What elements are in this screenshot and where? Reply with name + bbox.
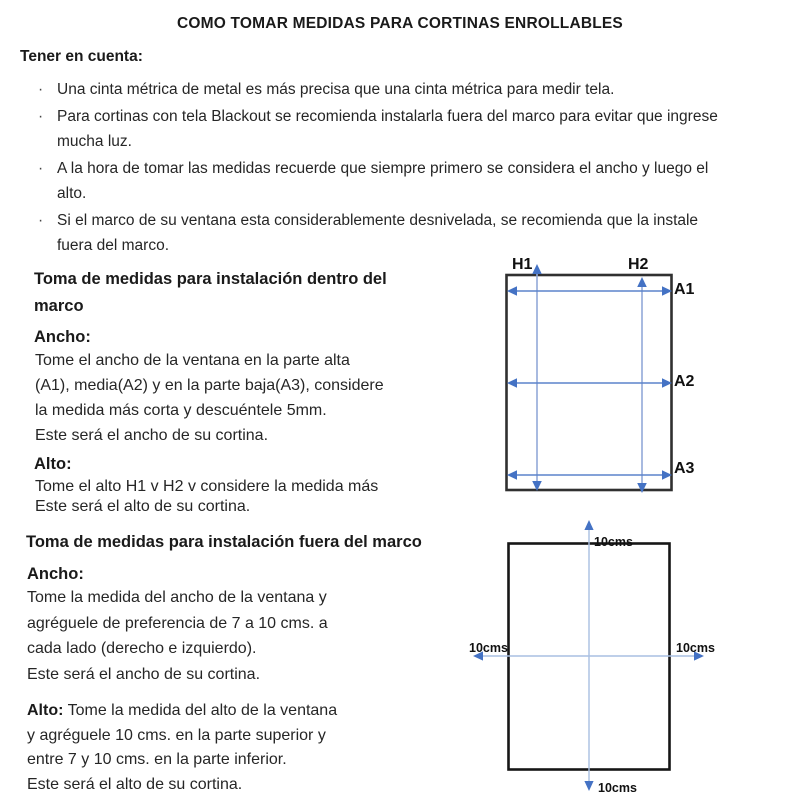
paragraph-line: cada lado (derecho e izquierdo).: [27, 640, 257, 657]
heading-line: Toma de medidas para instalación fuera del marco: [26, 533, 422, 551]
paragraph-line: (A1), media(A2) y en la parte baja(A3), considere: [35, 377, 384, 394]
paragraph-line: Tome el ancho de la ventana en la parte alta: [35, 352, 350, 369]
inside-frame-diagram: [490, 248, 710, 500]
h1-label: H1: [512, 256, 533, 273]
bullet-icon: ·: [38, 160, 44, 177]
paragraph-line: Tome la medida del ancho de la ventana y: [27, 589, 327, 606]
paragraph-line: Este será el ancho de su cortina.: [35, 427, 269, 444]
heading-line: Toma de medidas para instalación dentro del: [34, 270, 387, 288]
left-margin-label: 10cms: [469, 641, 508, 655]
note-line: Si el marco de su ventana esta considerablemente desnivelada, se recomienda que la instale: [57, 212, 699, 229]
outside-frame-diagram: [455, 510, 720, 800]
note-line: mucha luz.: [57, 133, 132, 150]
h2-label: H2: [628, 256, 649, 273]
paragraph-line-text: Tome la medida del alto de la ventana: [67, 702, 338, 719]
paragraph-line: Tome el alto H1 v H2 v considere la medida más: [35, 478, 379, 495]
bullet-icon: ·: [38, 108, 44, 125]
paragraph-line: agréguele de preferencia de 7 a 10 cms. a: [27, 614, 328, 632]
a2-label: A2: [674, 373, 695, 390]
page-title: COMO TOMAR MEDIDAS PARA CORTINAS ENROLLABLES: [177, 15, 623, 32]
notes-list: [38, 77, 800, 258]
heading-line: marco: [34, 297, 84, 315]
note-item: [38, 104, 800, 154]
bullet-icon: ·: [38, 212, 44, 229]
note-item: [38, 156, 800, 206]
paragraph-line: Este será el alto de su cortina.: [27, 775, 243, 793]
inside-height-label: Alto:: [34, 455, 72, 473]
bottom-margin-label: 10cms: [598, 781, 637, 795]
right-margin-label: 10cms: [676, 641, 715, 655]
inside-width-label: Ancho:: [34, 328, 91, 346]
paragraph-line: Este será el ancho de su cortina.: [27, 665, 261, 683]
note-line: Una cinta métrica de metal es más precisa que una cinta métrica para medir tela.: [57, 81, 615, 98]
paragraph-line: Este será el alto de su cortina.: [35, 498, 251, 515]
outside-height-label: Alto:: [27, 702, 64, 719]
paragraph-line: la medida más corta y descuéntele 5mm.: [35, 402, 327, 419]
note-line: Para cortinas con tela Blackout se recomienda instalarla fuera del marco para evitar que ingrese: [57, 108, 718, 125]
notes-heading: Tener en cuenta:: [20, 48, 143, 65]
note-item: [38, 77, 800, 102]
paragraph-line: entre 7 y 10 cms. en la parte inferior.: [27, 751, 287, 768]
note-line: fuera del marco.: [57, 237, 169, 254]
bullet-icon: ·: [38, 81, 44, 98]
a1-label: A1: [674, 281, 695, 298]
outside-frame-diagram-svg: [455, 510, 720, 800]
top-margin-label: 10cms: [594, 535, 633, 549]
note-line: alto.: [57, 185, 87, 202]
note-line: A la hora de tomar las medidas recuerde que siempre primero se considera el ancho y luego el: [57, 160, 709, 177]
a3-label: A3: [674, 460, 695, 477]
paragraph-line: y agréguele 10 cms. en la parte superior y: [27, 726, 326, 744]
outside-width-label: Ancho:: [27, 565, 84, 583]
inside-frame-diagram-svg: [490, 248, 710, 500]
